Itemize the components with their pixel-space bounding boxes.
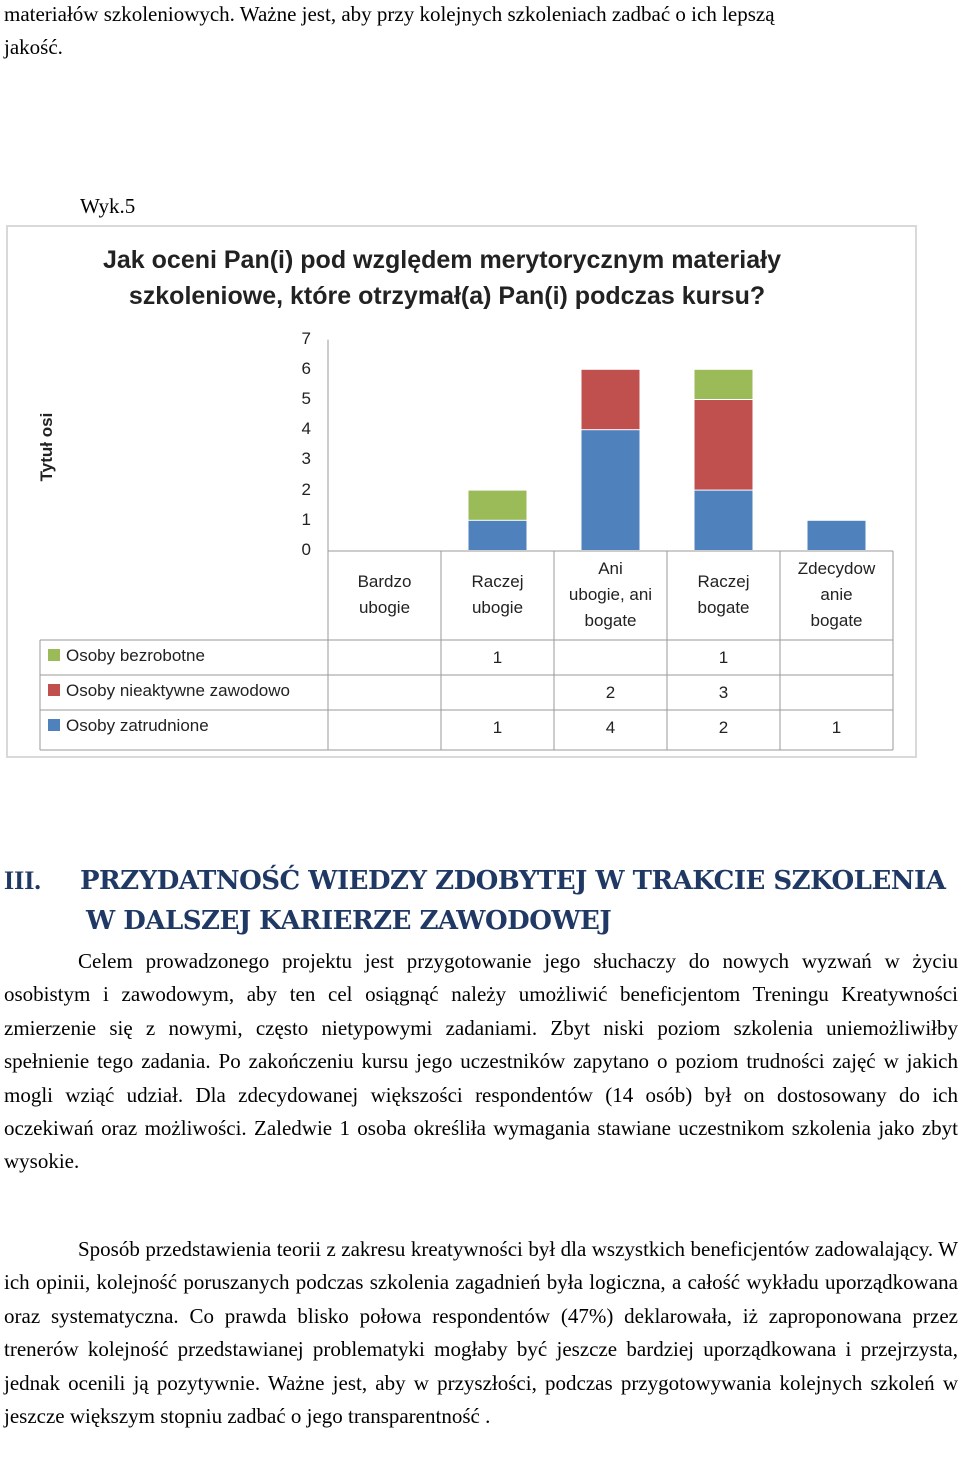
legend-swatch: [48, 684, 60, 696]
section-number: III.: [4, 866, 41, 895]
legend-row: [48, 681, 290, 701]
table-value: 1: [718, 648, 729, 667]
category-label: [328, 569, 441, 621]
paragraph-1: [4, 945, 958, 1179]
bar-segment: [582, 370, 640, 429]
category-label: [780, 556, 893, 634]
table-value: 1: [831, 718, 842, 737]
category-label: [554, 556, 667, 634]
category-label-line: Zdecydow: [797, 559, 876, 578]
intro-line-1: materiałów szkoleniowych. Ważne jest, aby przy kolejnych szkoleniach zadbać o ich lepszą: [4, 2, 775, 26]
y-tick-label: 6: [301, 358, 311, 378]
section-title-line-1: PRZYDATNOŚĆ WIEDZY ZDOBYTEJ W TRAKCIE SZKOLENIA: [80, 866, 946, 896]
category-label-line: bogate: [584, 611, 637, 630]
table-value: 2: [605, 683, 616, 702]
bar-segment: [808, 521, 866, 550]
legend-swatch: [48, 649, 60, 661]
paragraph-2: [4, 1233, 958, 1433]
intro-line-2: jakość.: [4, 35, 63, 59]
category-label-line: bogate: [697, 598, 750, 617]
section-title-line-2: W DALSZEJ KARIERZE ZAWODOWEJ: [86, 906, 612, 936]
category-label-line: Ani: [598, 559, 623, 578]
table-value: 1: [492, 648, 503, 667]
figure-label: Wyk.5: [80, 194, 136, 218]
legend-swatch: [48, 719, 60, 731]
category-label-line: ubogie: [471, 598, 524, 617]
category-label-line: Raczej: [471, 572, 524, 591]
legend-series-name: Osoby zatrudnione: [66, 716, 209, 735]
category-label-line: Bardzo: [357, 572, 412, 591]
chart-title-line-2: szkoleniowe, które otrzymał(a) Pan(i) podczas kursu?: [128, 282, 766, 310]
y-tick-label: 7: [301, 328, 311, 348]
bar-segment: [469, 491, 527, 520]
paragraph-2-text: Sposób przedstawienia teorii z zakresu kreatywności był dla wszystkich beneficjentów zadowalający. W ich opinii, kolejność poruszanych podczas szkolenia zagadnień była logiczna, a całość wykładu uporządkowana oraz systematyczna. Co prawda blisko połowa respondentów (47%) deklarowała, iż zaproponowana przez trenerów kolejność przedstawianej problematyki mogłaby być jeszcze bardziej uporządkowana i przejrzysta, jednak ocenili ją pozytywnie. Ważne jest, aby w przyszłości, podczas przygotowywania kolejnych szkoleń w jeszcze większym stopniu zadbać o jego transparentność .: [4, 1237, 958, 1429]
y-axis-title: Tytuł osi: [37, 412, 56, 482]
category-label-line: ubogie: [358, 598, 411, 617]
table-value: 3: [718, 683, 729, 702]
y-tick-label: 4: [301, 419, 311, 439]
legend-row: [48, 646, 205, 666]
bar-segment: [695, 400, 753, 490]
category-label-line: ubogie, ani: [568, 585, 653, 604]
table-value: 2: [718, 718, 729, 737]
bar-segment: [469, 521, 527, 550]
y-tick-label: 3: [301, 449, 311, 469]
bar-segment: [695, 491, 753, 550]
category-label: [441, 569, 554, 621]
bar-segment: [695, 370, 753, 399]
table-value: 4: [605, 718, 616, 737]
chart-title-line-1: Jak oceni Pan(i) pod względem merytorycznym materiały: [102, 246, 781, 274]
table-value: 1: [492, 718, 503, 737]
y-tick-label: 2: [301, 479, 311, 499]
category-label-line: bogate: [810, 611, 863, 630]
bar-segment: [582, 430, 640, 550]
category-label: [667, 569, 780, 621]
y-tick-label: 1: [301, 509, 311, 529]
legend-row: [48, 716, 209, 736]
legend-series-name: Osoby nieaktywne zawodowo: [66, 681, 290, 700]
y-tick-label: 0: [301, 540, 311, 559]
paragraph-1-text: Celem prowadzonego projektu jest przygotowanie jego słuchaczy do nowych wyzwań w życiu osobistym i zawodowym, aby ten cel osiągnąć należy umożliwić beneficjentom Treningu Kreatywności zmierzenie się z nowymi, często nietypowymi zadaniami. Zbyt niski poziom szkolenia uniemożliwiłby spełnienie tego zadania. Po zakończeniu kursu jego uczestników zapytano o poziom trudności zajęć w jakich mogli wziąć udział. Dla zdecydowanej większości respondentów (14 osób) był on dostosowany do ich oczekiwań oraz możliwości. Zaledwie 1 osoba określiła wymagania stawiane uczestnikom szkolenia jako zbyt wysokie.: [4, 949, 958, 1174]
category-label-line: anie: [820, 585, 853, 604]
legend-series-name: Osoby bezrobotne: [66, 646, 205, 665]
category-label-line: Raczej: [697, 572, 750, 591]
y-tick-label: 5: [301, 389, 311, 408]
